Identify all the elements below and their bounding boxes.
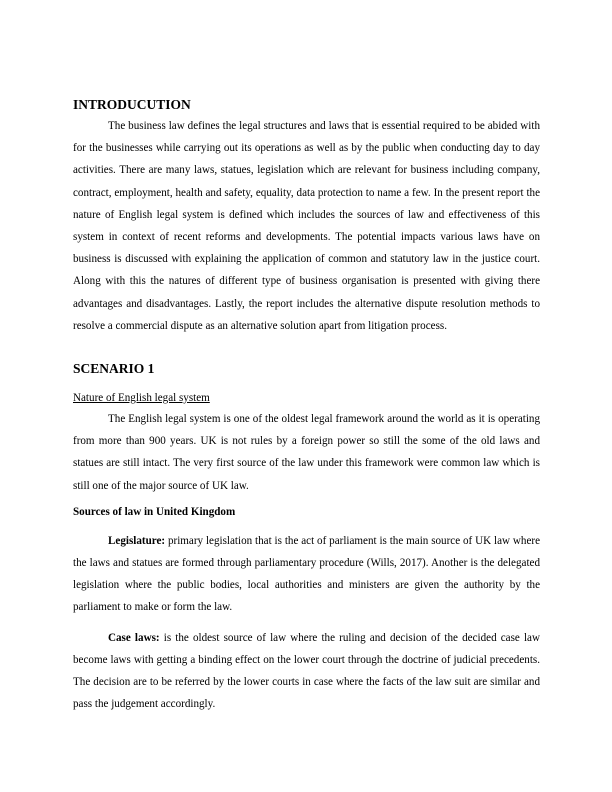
introduction-heading: INTRODUCUTION xyxy=(73,97,191,112)
legislature-term: Legislature: xyxy=(108,534,166,547)
case-laws-term: Case laws: xyxy=(108,631,160,644)
scenario-1-heading: SCENARIO 1 xyxy=(73,361,155,377)
document-page xyxy=(73,96,540,715)
nature-of-legal-system-subheading: Nature of English legal system xyxy=(73,392,210,405)
introduction-paragraph: The business law defines the legal structures and laws that is essential required to be abided with for the businesses while carrying out its operations as well as by the public when conducting day to day activities. There are many laws, statues, legislation which are relevant for business including company, contract, employment, health and safety, equality, data protection to name a few. In the present report the nature of English legal system is defined which includes the sources of law and effectiveness of this system in context of recent reforms and developments. The potential impacts various laws have on business is discussed with explaining the application of common and statutory law in the justice court. Along with this the natures of different type of business organisation is presented with giving there advantages and disadvantages. Lastly, the report includes the alternative dispute resolution methods to resolve a commercial dispute as an alternative solution apart from litigation process. xyxy=(73,120,540,332)
legislature-paragraph xyxy=(73,530,540,619)
nature-paragraph: The English legal system is one of the oldest legal framework around the world as it is operating from more than 900 years. UK is not rules by a foreign power so still the some of the old laws and statues are still intact. The very first source of the law under this framework were common law which is still one of the major source of UK law. xyxy=(73,413,540,492)
case-laws-paragraph xyxy=(73,627,540,716)
legislature-text: primary legislation that is the act of parliament is the main source of UK law where the laws and statues are formed through parliamentary procedure (Wills, 2017). Another is the delegated legislation where the public bodies, local authorities and ministers are given the authority by the parliament to make or form the law. xyxy=(73,534,540,614)
case-laws-text: is the oldest source of law where the ruling and decision of the decided case law become laws with getting a binding effect on the lower court through the doctrine of judicial precedents. The decision are to be referred by the lower courts in case where the facts of the law suit are similar and pass the judgement accordingly. xyxy=(73,631,540,711)
sources-of-law-subheading: Sources of law in United Kingdom xyxy=(73,505,236,518)
